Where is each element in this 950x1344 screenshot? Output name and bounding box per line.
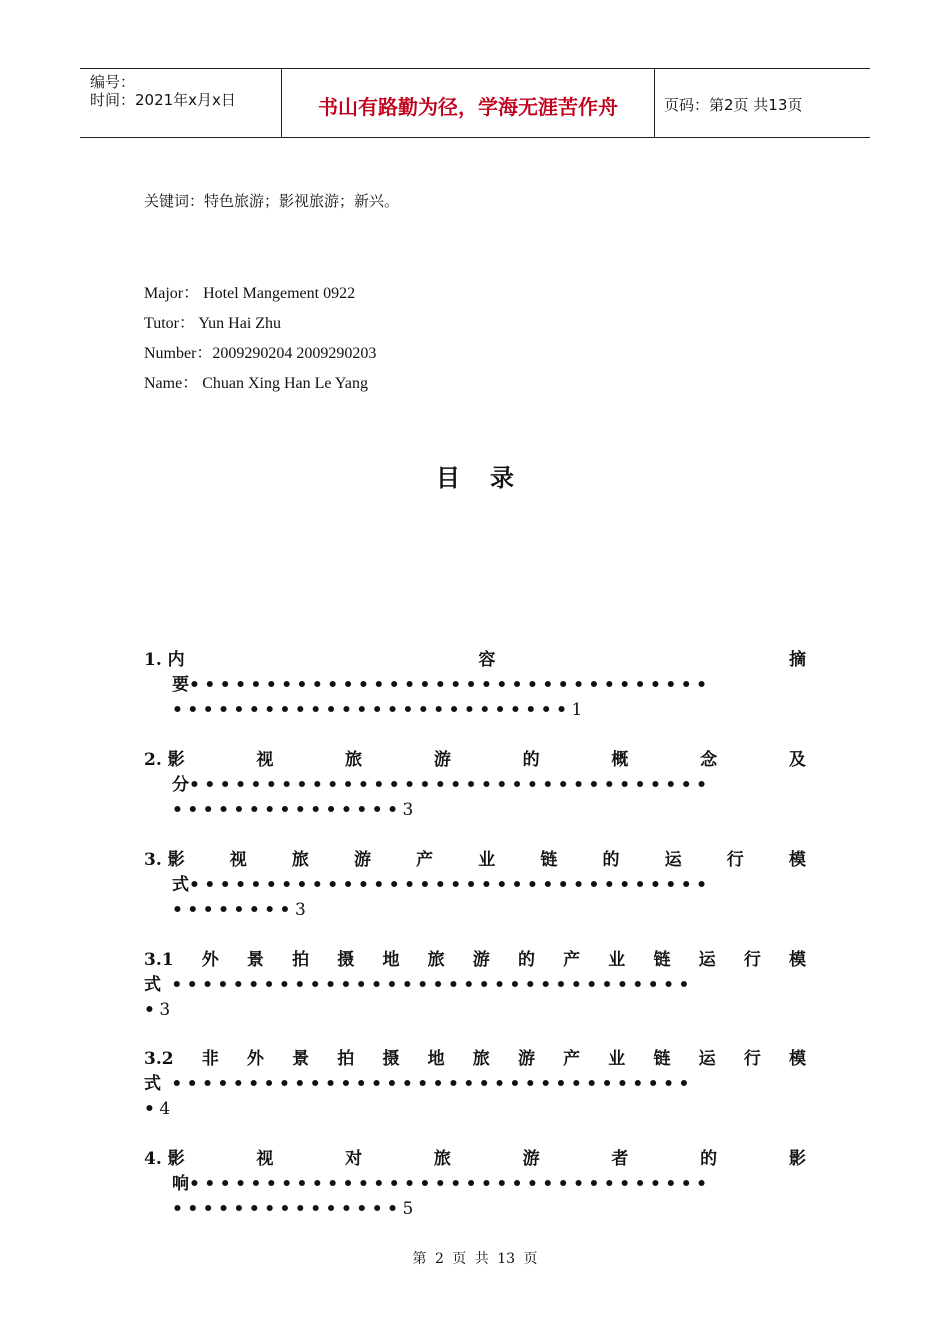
toc-page-number: 1	[571, 700, 583, 720]
toc-title-word: 运	[698, 1049, 716, 1069]
toc-title: 目录	[436, 463, 544, 492]
toc-title-word: 拍	[337, 1049, 355, 1069]
toc-title-word: 4. 影	[144, 1149, 185, 1169]
toc-title-word: 业	[478, 850, 496, 870]
info-number: Number：2009290204 2009290203	[144, 345, 377, 362]
toc-title-word: 3.2	[144, 1049, 174, 1069]
toc-dot-leader: •	[144, 1000, 160, 1020]
toc-entry-leader-line	[144, 1072, 806, 1097]
toc-title-word: 链	[653, 1049, 671, 1069]
toc-entry[interactable]	[144, 1147, 806, 1222]
toc-page-number: 3	[402, 800, 414, 820]
toc-title-word: 视	[256, 1149, 274, 1169]
toc-entry-title-line	[144, 748, 806, 773]
toc-title-tail: 式	[144, 1074, 161, 1094]
toc-title-word: 链	[653, 950, 671, 970]
date-label: 时间：2021年x月x日	[90, 91, 236, 109]
toc-dot-leader: ••••••••••••••••••••••••••••••••••	[189, 775, 712, 795]
toc-title-word: 3. 影	[144, 850, 185, 870]
page-header	[80, 68, 870, 138]
toc-title-word: 游	[433, 750, 451, 770]
toc-dot-leader: ••••••••••••••••••••••••••••••••••	[189, 1174, 712, 1194]
header-meta-cell	[80, 69, 280, 137]
toc-title-word: 3.1	[144, 950, 174, 970]
toc-entry[interactable]	[144, 848, 806, 923]
toc-entry-leader-line	[144, 1172, 806, 1197]
toc-entry[interactable]	[144, 1047, 806, 1122]
toc-title-word: 地	[427, 1049, 445, 1069]
toc-title-word: 2. 影	[144, 750, 185, 770]
toc-title-word: 景	[292, 1049, 310, 1069]
toc-title-word: 旅	[472, 1049, 490, 1069]
toc-title-word: 摘	[788, 650, 806, 670]
toc-title-word: 旅	[427, 950, 445, 970]
toc-entry-leader-line	[144, 873, 806, 898]
toc-entry-title-line	[144, 1147, 806, 1172]
toc-title-tail: 响	[172, 1174, 189, 1194]
toc-title-word: 外	[246, 1049, 264, 1069]
toc-title-tail: 要	[172, 675, 189, 695]
toc-title-word: 运	[698, 950, 716, 970]
toc-title-word: 者	[611, 1149, 629, 1169]
toc-entry-title-line	[144, 948, 806, 973]
toc-entry-page-line	[144, 998, 806, 1023]
toc-title-word: 游	[517, 1049, 535, 1069]
toc-dot-leader: ••••••••••••••••••••••••••	[172, 700, 572, 720]
toc-title-word: 影	[788, 1149, 806, 1169]
toc-title-word: 外	[201, 950, 219, 970]
toc-title-word: 拍	[292, 950, 310, 970]
toc-entry[interactable]	[144, 948, 806, 1023]
toc-entry-page-line	[144, 1097, 806, 1122]
toc-title-word: 摄	[382, 1049, 400, 1069]
toc-title-word: 对	[345, 1149, 363, 1169]
toc-title-word: 运	[664, 850, 682, 870]
toc-title-word: 行	[726, 850, 744, 870]
toc-title-word: 游	[354, 850, 372, 870]
toc-page-number: 4	[159, 1099, 171, 1119]
toc-title-word: 摄	[337, 950, 355, 970]
header-page-cell	[654, 69, 870, 137]
toc-title-word: 念	[700, 750, 718, 770]
motto: 书山有路勤为径，学海无涯苦作舟	[318, 95, 618, 119]
toc-entry[interactable]	[144, 748, 806, 823]
toc-title-word: 的	[522, 750, 540, 770]
toc-title-word: 行	[743, 950, 761, 970]
toc-title-word: 游	[522, 1149, 540, 1169]
serial-label: 编号：	[90, 73, 136, 91]
toc-title-word: 旅	[345, 750, 363, 770]
toc-title-word: 的	[517, 950, 535, 970]
toc-title-word: 模	[788, 1049, 806, 1069]
toc-title-word: 旅	[291, 850, 309, 870]
page-footer: 第 2 页 共 13 页	[412, 1251, 538, 1267]
toc-title-word: 产	[563, 950, 581, 970]
toc-entry[interactable]	[144, 648, 806, 723]
toc-entry-title-line	[144, 848, 806, 873]
toc-title-tail: 式	[144, 975, 161, 995]
toc-title-word: 模	[788, 950, 806, 970]
toc-title-tail: 式	[172, 875, 189, 895]
toc-entry-leader-line	[144, 673, 806, 698]
toc-page-number: 3	[159, 1000, 171, 1020]
toc-title-word: 游	[472, 950, 490, 970]
toc-entry-leader-line	[144, 773, 806, 798]
toc-page-number: 3	[294, 900, 306, 920]
toc-dot-leader: ••••••••••••••••••••••••••••••••••	[189, 675, 712, 695]
toc-title-word: 景	[246, 950, 264, 970]
toc-dot-leader: •••••••••••••••	[172, 1199, 403, 1219]
toc-entry-page-line	[144, 1197, 806, 1222]
toc-title-word: 模	[788, 850, 806, 870]
info-tutor: Tutor： Yun Hai Zhu	[144, 315, 282, 332]
toc-title-word: 及	[788, 750, 806, 770]
toc-entry-page-line	[144, 698, 806, 723]
toc-title-word: 1. 内	[144, 650, 185, 670]
toc-entry-page-line	[144, 798, 806, 823]
toc-dot-leader: ••••••••••••••••••••••••••••••••••	[161, 975, 694, 995]
toc-dot-leader: ••••••••••••••••••••••••••••••••••	[161, 1074, 694, 1094]
toc-dot-leader: ••••••••	[172, 900, 295, 920]
header-motto-cell	[281, 69, 655, 137]
page-info: 页码：第2页 共13页	[664, 96, 803, 114]
info-major: Major： Hotel Mangement 0922	[144, 285, 356, 302]
toc-title-word: 容	[478, 650, 496, 670]
toc-title-word: 业	[608, 1049, 626, 1069]
toc-page-number: 5	[402, 1199, 414, 1219]
toc-title-word: 概	[611, 750, 629, 770]
toc-title-word: 行	[743, 1049, 761, 1069]
toc-title-word: 旅	[433, 1149, 451, 1169]
toc-title-word: 的	[602, 850, 620, 870]
info-name: Name： Chuan Xing Han Le Yang	[144, 375, 368, 392]
toc-entry-title-line	[144, 1047, 806, 1072]
toc-title-word: 产	[416, 850, 434, 870]
toc-entry-leader-line	[144, 973, 806, 998]
toc-title-word: 视	[256, 750, 274, 770]
toc-dot-leader: •••••••••••••••	[172, 800, 403, 820]
toc-dot-leader: ••••••••••••••••••••••••••••••••••	[189, 875, 712, 895]
toc-entry-page-line	[144, 898, 806, 923]
toc-title-word: 链	[540, 850, 558, 870]
toc-dot-leader: •	[144, 1099, 160, 1119]
toc-title-tail: 分	[172, 775, 189, 795]
toc-title-word: 业	[608, 950, 626, 970]
toc-title-word: 地	[382, 950, 400, 970]
toc-title-word: 非	[201, 1049, 219, 1069]
toc-title-word: 产	[563, 1049, 581, 1069]
toc-entry-title-line	[144, 648, 806, 673]
toc-title-word: 视	[229, 850, 247, 870]
toc-title-word: 的	[700, 1149, 718, 1169]
keywords: 关键词：特色旅游；影视旅游；新兴。	[144, 192, 400, 210]
